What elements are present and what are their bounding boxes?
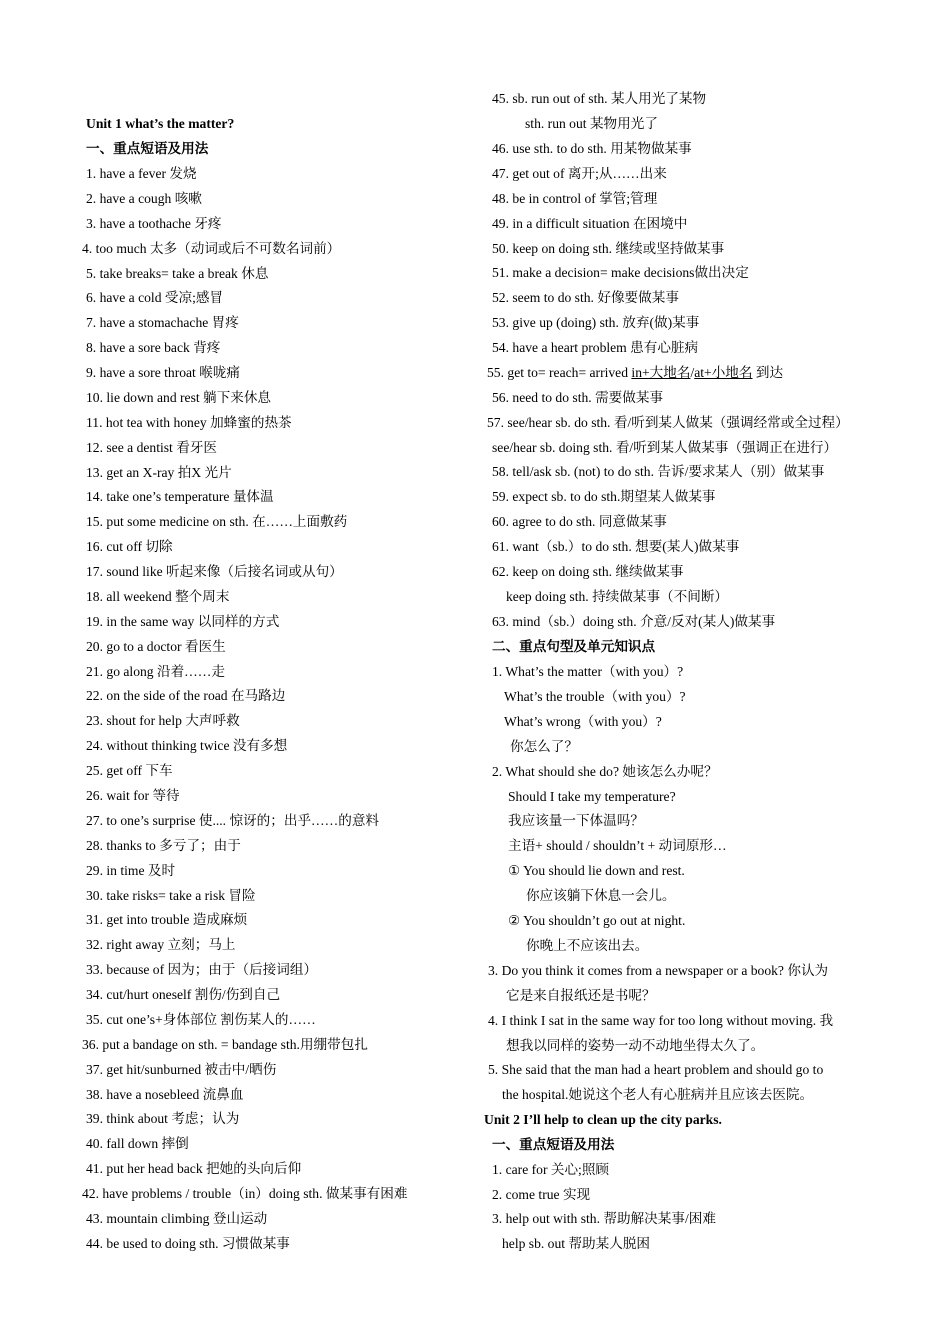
list-item: 54. have a heart problem 患有心脏病 xyxy=(492,340,699,355)
list-item: 33. because of 因为；由于（后接词组） xyxy=(86,962,318,977)
list-item: 3. Do you think it comes from a newspaper or a book? 你认为 xyxy=(488,963,829,978)
list-item: 1. have a fever 发烧 xyxy=(86,166,197,181)
list-item: What’s wrong（with you）? xyxy=(504,714,662,729)
list-item: 21. go along 沿着……走 xyxy=(86,664,225,679)
list-item: 4. too much 太多（动词或后不可数名词前） xyxy=(82,241,341,256)
list-item: 想我以同样的姿势一动不动地坐得太久了。 xyxy=(506,1038,765,1053)
list-item: 45. sb. run out of sth. 某人用光了某物 xyxy=(492,91,707,106)
list-item: 42. have problems / trouble（in）doing sth. 做某事有困难 xyxy=(82,1186,408,1201)
list-item: 16. cut off 切除 xyxy=(86,539,173,554)
list-item: ② You shouldn’t go out at night. xyxy=(508,913,686,928)
list-item: 63. mind（sb.）doing sth. 介意/反对(某人)做某事 xyxy=(492,614,776,629)
unit2-title: Unit 2 I’ll help to clean up the city parks. xyxy=(484,1112,722,1127)
list-item: 38. have a nosebleed 流鼻血 xyxy=(86,1087,244,1102)
list-item: 50. keep on doing sth. 继续或坚持做某事 xyxy=(492,241,725,256)
list-item: 59. expect sb. to do sth.期望某人做某事 xyxy=(492,489,716,504)
list-item: 14. take one’s temperature 量体温 xyxy=(86,489,274,504)
list-item: 44. be used to doing sth. 习惯做某事 xyxy=(86,1236,290,1251)
list-item: 22. on the side of the road 在马路边 xyxy=(86,688,286,703)
list-item: 56. need to do sth. 需要做某事 xyxy=(492,390,664,405)
list-item: 13. get an X-ray 拍X 光片 xyxy=(86,465,232,480)
list-item: 30. take risks= take a risk 冒险 xyxy=(86,888,256,903)
section1-heading: 一、重点短语及用法 xyxy=(86,141,209,156)
list-item: 你怎么了？ xyxy=(510,739,578,754)
list-item: 6. have a cold 受凉;感冒 xyxy=(86,290,224,305)
list-item: 46. use sth. to do sth. 用某物做某事 xyxy=(492,141,692,156)
list-item: 主语+ should / shouldn’t + 动词原形… xyxy=(508,838,727,853)
section2-heading: 二、重点句型及单元知识点 xyxy=(492,639,656,654)
list-item: 58. tell/ask sb. (not) to do sth. 告诉/要求某人（别）做某事 xyxy=(492,464,825,479)
list-item: 36. put a bandage on sth. = bandage sth.用绷带包扎 xyxy=(82,1037,368,1052)
list-item: 24. without thinking twice 没有多想 xyxy=(86,738,288,753)
list-item: 5. She said that the man had a heart problem and should go to xyxy=(488,1062,824,1077)
list-item: 5. take breaks= take a break 休息 xyxy=(86,266,269,281)
list-item: 19. in the same way 以同样的方式 xyxy=(86,614,280,629)
unit2-heading: 一、重点短语及用法 xyxy=(492,1137,615,1152)
list-item: 20. go to a doctor 看医生 xyxy=(86,639,226,654)
list-item: 9. have a sore throat 喉咙痛 xyxy=(86,365,241,380)
list-item: 11. hot tea with honey 加蜂蜜的热茶 xyxy=(86,415,292,430)
list-item: 61. want（sb.）to do sth. 想要(某人)做某事 xyxy=(492,539,740,554)
unit1-title: Unit 1 what’s the matter? xyxy=(86,116,235,131)
item55-text: 55. get to= reach= arrived xyxy=(487,365,632,380)
list-item: 41. put her head back 把她的头向后仰 xyxy=(86,1161,302,1176)
list-item: 2. What should she do? 她该怎么办呢？ xyxy=(492,764,718,779)
list-item: 39. think about 考虑；认为 xyxy=(86,1111,240,1126)
list-item: 你应该躺下休息一会儿。 xyxy=(526,888,676,903)
list-item: 40. fall down 摔倒 xyxy=(86,1136,189,1151)
item55-underline: at+小地名 xyxy=(694,365,753,380)
list-item: sth. run out 某物用光了 xyxy=(525,116,658,131)
list-item: 52. seem to do sth. 好像要做某事 xyxy=(492,290,679,305)
item55-slash: / xyxy=(690,365,695,380)
list-item: 35. cut one’s+身体部位 割伤某人的…… xyxy=(86,1012,316,1027)
list-item: 26. wait for 等待 xyxy=(86,788,180,803)
list-item: 4. I think I sat in the same way for too long without moving. 我 xyxy=(488,1013,834,1028)
list-item: 我应该量一下体温吗？ xyxy=(508,813,644,828)
list-item: 2. come true 实现 xyxy=(492,1187,591,1202)
list-item: 53. give up (doing) sth. 放弃(做)某事 xyxy=(492,315,700,330)
list-item: 25. get off 下车 xyxy=(86,763,173,778)
list-item: 32. right away 立刻；马上 xyxy=(86,937,236,952)
list-item: 49. in a difficult situation 在困境中 xyxy=(492,216,688,231)
list-item: 15. put some medicine on sth. 在……上面敷药 xyxy=(86,514,348,529)
list-item: What’s the trouble（with you）? xyxy=(504,689,686,704)
list-item: 51. make a decision= make decisions做出决定 xyxy=(492,265,749,280)
list-item xyxy=(487,364,783,382)
list-item: 10. lie down and rest 躺下来休息 xyxy=(86,390,272,405)
list-item: 43. mountain climbing 登山运动 xyxy=(86,1211,268,1226)
list-item: 34. cut/hurt oneself 割伤/伤到自己 xyxy=(86,987,281,1002)
list-item: 23. shout for help 大声呼救 xyxy=(86,713,240,728)
list-item: 47. get out of 离开;从……出来 xyxy=(492,166,667,181)
list-item: 1. What’s the matter（with you）? xyxy=(492,664,684,679)
list-item: 12. see a dentist 看牙医 xyxy=(86,440,218,455)
list-item: 3. help out with sth. 帮助解决某事/困难 xyxy=(492,1211,716,1226)
list-item: keep doing sth. 持续做某事（不间断） xyxy=(506,589,729,604)
list-item: Should I take my temperature? xyxy=(508,789,676,804)
list-item: ① You should lie down and rest. xyxy=(508,863,685,878)
list-item: 它是来自报纸还是书呢？ xyxy=(506,988,656,1003)
list-item: 你晚上不应该出去。 xyxy=(526,938,649,953)
list-item: the hospital.她说这个老人有心脏病并且应该去医院。 xyxy=(502,1087,814,1102)
list-item: 18. all weekend 整个周末 xyxy=(86,589,230,604)
list-item: 29. in time 及时 xyxy=(86,863,176,878)
item55-suffix: 到达 xyxy=(752,365,784,380)
list-item: 48. be in control of 掌管;管理 xyxy=(492,191,658,206)
list-item: see/hear sb. doing sth. 看/听到某人做某事（强调正在进行） xyxy=(492,440,838,455)
list-item: 27. to one’s surprise 使.... 惊讶的；出乎……的意料 xyxy=(86,813,380,828)
list-item: 1. care for 关心;照顾 xyxy=(492,1162,610,1177)
list-item: 28. thanks to 多亏了；由于 xyxy=(86,838,241,853)
item55-underline: in+大地名 xyxy=(631,365,691,380)
list-item: 8. have a sore back 背疼 xyxy=(86,340,221,355)
list-item: help sb. out 帮助某人脱困 xyxy=(502,1236,651,1251)
list-item: 37. get hit/sunburned 被击中/晒伤 xyxy=(86,1062,277,1077)
list-item: 7. have a stomachache 胃疼 xyxy=(86,315,239,330)
list-item: 2. have a cough 咳嗽 xyxy=(86,191,202,206)
list-item: 62. keep on doing sth. 继续做某事 xyxy=(492,564,684,579)
list-item: 3. have a toothache 牙疼 xyxy=(86,216,222,231)
list-item: 57. see/hear sb. do sth. 看/听到某人做某（强调经常或全过程） xyxy=(487,415,849,430)
list-item: 31. get into trouble 造成麻烦 xyxy=(86,912,248,927)
list-item: 60. agree to do sth. 同意做某事 xyxy=(492,514,667,529)
list-item: 17. sound like 听起来像（后接名词或从句） xyxy=(86,564,343,579)
